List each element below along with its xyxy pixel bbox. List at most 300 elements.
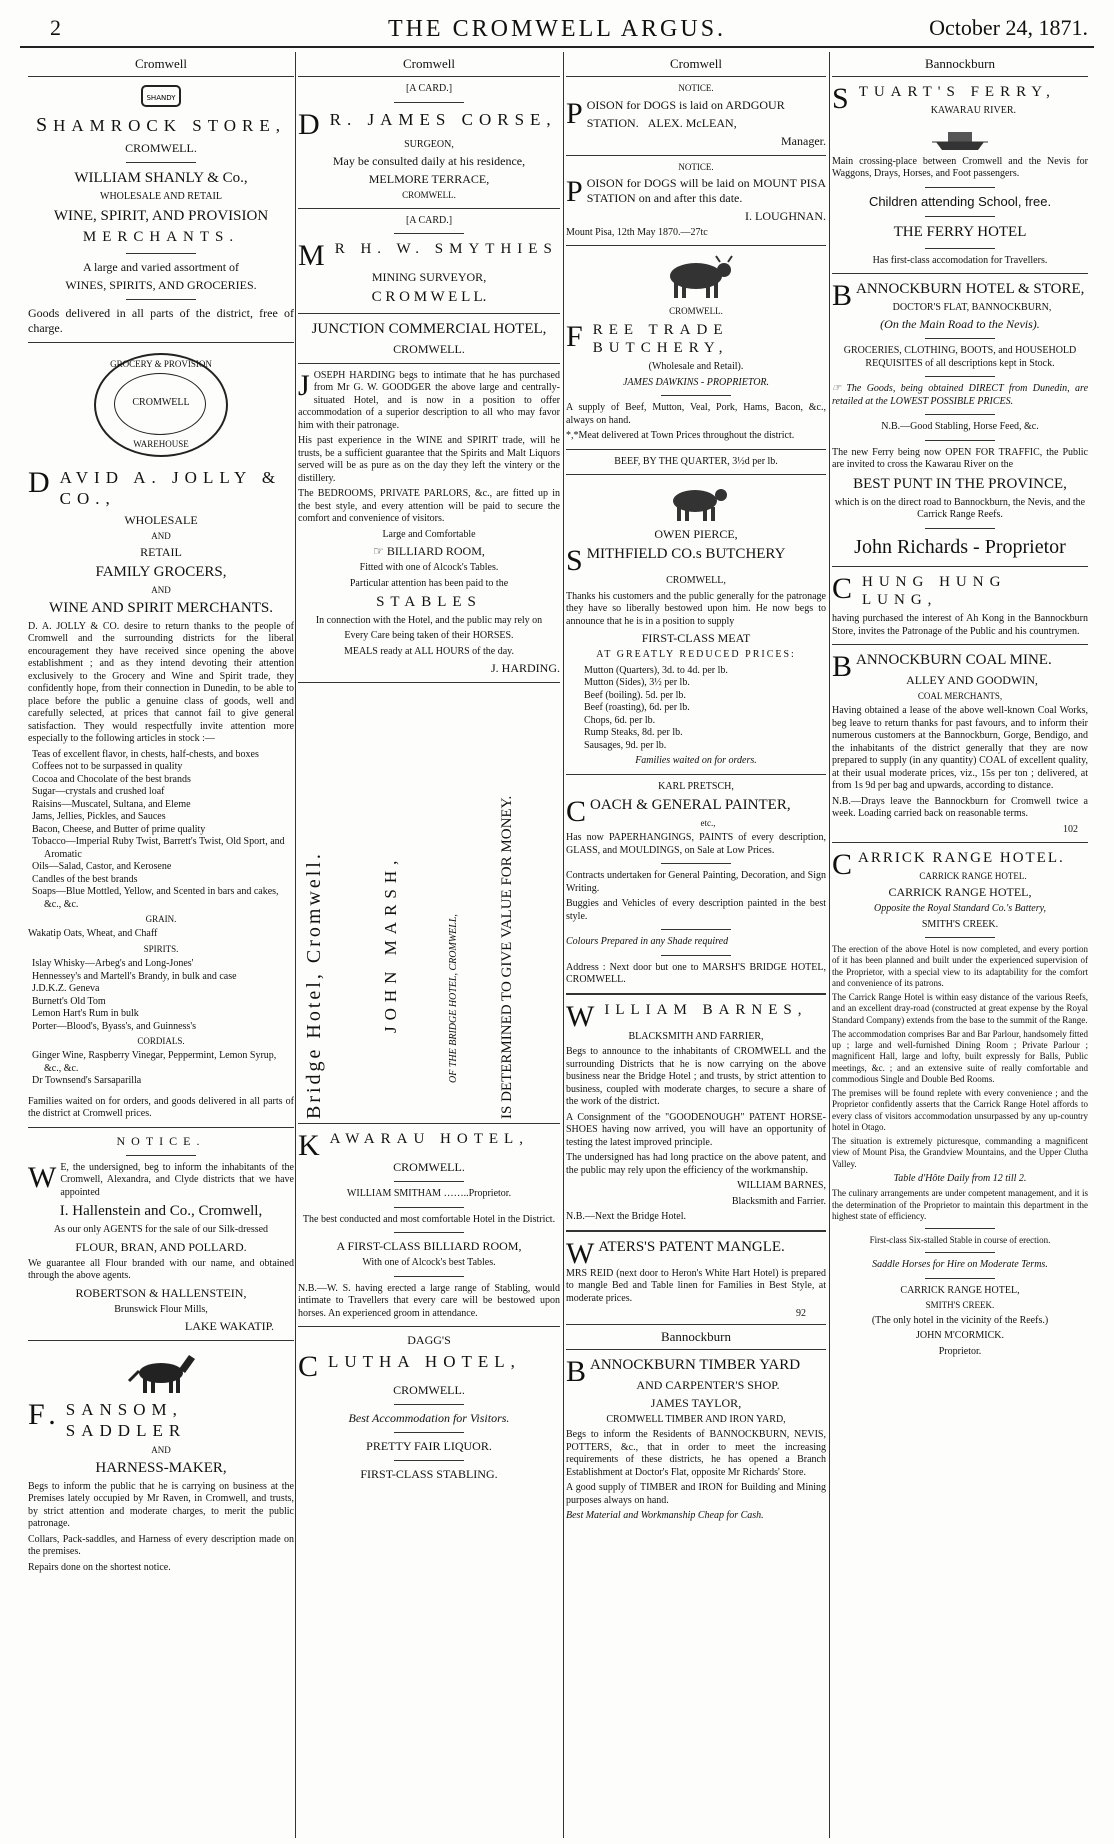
ad-text: Manager. xyxy=(781,133,826,148)
horse-icon xyxy=(121,1347,201,1395)
ad-text: BLACKSMITH AND FARRIER, xyxy=(628,1030,764,1042)
ox-icon xyxy=(656,252,736,302)
ad-text: N.B.—Next the Bridge Hotel. xyxy=(566,1211,686,1222)
corse-card xyxy=(298,83,560,201)
divider xyxy=(126,1155,196,1156)
grocery-warehouse-stamp-icon xyxy=(94,353,228,457)
notice-heading: NOTICE. xyxy=(678,83,714,94)
ad-text: CROMWELL TIMBER AND IRON YARD, xyxy=(606,1413,786,1425)
divider xyxy=(298,1326,560,1327)
badge-text: SHANDY xyxy=(146,94,176,103)
list-item: Hennessey's and Martell's Brandy, in bulk and case xyxy=(32,970,237,982)
ad-text: The new Ferry being now OPEN FOR TRAFFIC, the Public are invited to cross the Kawarau River on the xyxy=(832,446,1088,471)
barnes-blacksmith-ad xyxy=(566,1001,826,1224)
column-3 xyxy=(566,54,826,1836)
masthead-rule xyxy=(20,46,1094,48)
ad-text: AT GREATLY REDUCED PRICES: xyxy=(596,649,796,660)
list-item: Chops, 6d. per lb. xyxy=(584,714,656,726)
bannockburn-hotel-ad xyxy=(832,280,1088,560)
shandy-badge-icon xyxy=(136,83,186,109)
card-label: [A CARD.] xyxy=(405,214,453,226)
ad-body: The situation is extremely picturesque, commanding a magnificent view of Mount Pisa, the Grandview Mountains, and the Upper Clutha Valley. xyxy=(832,1136,1088,1169)
ad-text: RETAIL xyxy=(140,544,182,559)
jolly-grocers-ad xyxy=(28,467,294,1121)
ad-text: CROMWELL, xyxy=(666,575,726,586)
list-item: Dr Townsend's Sarsaparilla xyxy=(32,1075,142,1087)
ad-text: Fitted with one of Alcock's Tables. xyxy=(359,562,499,573)
section-heading: Cromwell xyxy=(566,54,826,77)
ad-text: WILLIAM SMITHAM ……..Proprietor. xyxy=(346,1188,512,1200)
ad-title: CLUTHA HOTEL, xyxy=(298,1350,521,1384)
timber-yard-ad xyxy=(566,1356,826,1523)
ad-body: His past experience in the WINE and SPIRIT trade, will he trusts, be a sufficient guarantee that the Spirits and Malt Liquors served will be as pure as on the day they left the vintery or the distillery. xyxy=(298,435,560,484)
list-item: Coffees not to be surpassed in quality xyxy=(32,761,183,772)
ad-text: OWEN PIERCE, xyxy=(654,527,738,541)
divider xyxy=(28,1127,294,1128)
list-heading: GRAIN. xyxy=(145,914,177,924)
divider xyxy=(28,342,294,343)
list-item: Wakatip Oats, Wheat, and Chaff xyxy=(28,928,158,940)
ad-text: We guarantee all Flour branded with our name, and obtained through the above agents. xyxy=(28,1257,294,1281)
ad-text: 92 xyxy=(796,1308,806,1319)
ad-text: WINE AND SPIRIT MERCHANTS. xyxy=(49,599,273,616)
drop-cap: C xyxy=(832,571,859,605)
divider xyxy=(925,528,995,529)
ad-body: The premises will be found replete with every convenience ; and the Proprietor confidently asserts that the Carrick Range Hotel affords to every class of visitors accommodation unsurpassed by any up-country hotel in Otago. xyxy=(832,1088,1088,1132)
list-item: Oils—Salad, Castor, and Kerosene xyxy=(32,861,172,872)
ad-text: HARNESS-MAKER, xyxy=(95,1459,227,1476)
list-heading: SPIRITS. xyxy=(143,943,179,954)
divider xyxy=(394,1276,464,1277)
ad-text: The best conducted and most comfortable Hotel in the District. xyxy=(302,1213,556,1225)
ad-text: CROMWELL. xyxy=(393,1382,465,1397)
list-item: Mutton (Sides), 3½ per lb. xyxy=(584,677,690,688)
ardgour-notice xyxy=(566,83,826,148)
page-number: 2 xyxy=(50,15,61,40)
pointing-hand-icon: ☞ xyxy=(832,383,847,395)
ad-body: E, the undersigned, beg to inform the inhabitants of the Cromwell, Alexandra, and Clyde districts that we have appointed xyxy=(60,1161,294,1198)
ad-text: SMITH'S CREEK. xyxy=(925,1300,995,1311)
ad-line: MERCHANTS. xyxy=(82,229,240,246)
chung-hung-lung-ad xyxy=(832,573,1088,639)
ad-title: STUART'S FERRY, xyxy=(832,82,1056,116)
junction-hotel-ad xyxy=(298,320,560,677)
ad-title: FREE TRADE BUTCHERY, xyxy=(566,319,729,357)
signature: J. HARDING. xyxy=(491,661,560,676)
ad-title: WILLIAM BARNES, xyxy=(566,999,808,1033)
issue-date: October 24, 1871. xyxy=(929,15,1088,40)
list-item: Beef (boiling). 5d. per lb. xyxy=(584,689,686,701)
notice-heading: NOTICE. xyxy=(678,161,714,172)
ad-text: N.B.—Drays leave the Bannockburn for Cromwell twice a week. Loading carried back on reasonable terms. xyxy=(832,795,1088,819)
ad-body: N.B.—W. S. having erected a large range of Stabling, would intimate to Travellers that every care will be bestowed upon horses. An experienced groom in attendance. xyxy=(298,1282,560,1319)
list-item: Lemon Hart's Rum in bulk xyxy=(32,1008,139,1019)
ad-title: JUNCTION COMMERCIAL HOTEL, xyxy=(311,320,547,337)
ad-text: MEALS ready at ALL HOURS of the day. xyxy=(343,645,515,657)
divider xyxy=(661,863,731,864)
section-heading: Cromwell xyxy=(28,54,294,77)
divider xyxy=(661,395,731,396)
ad-title: DAVID A. JOLLY & CO., xyxy=(28,466,282,509)
ad-text: PRETTY FAIR LIQUOR. xyxy=(366,1438,492,1453)
ad-text: GROCERIES, CLOTHING, BOOTS, and HOUSEHOLD REQUISITES of all descriptions kept in Stock. xyxy=(843,345,1077,369)
price-list xyxy=(566,665,826,753)
patent-mangle-ad xyxy=(566,1238,826,1321)
pointing-hand-icon: ☞ xyxy=(373,544,387,558)
ad-text: Collars, Pack-saddles, and Harness of every description made on the premises. xyxy=(28,1533,294,1557)
ad-text: CROMWELL. xyxy=(669,306,723,317)
list-item: Sugar—crystals and crushed loaf xyxy=(32,786,165,797)
drop-cap: J xyxy=(298,368,310,402)
bull-icon xyxy=(661,481,731,523)
ad-place: CROMWELL. xyxy=(125,141,197,156)
ad-text: Families waited on for orders, and goods delivered in all parts of the district at Cromwell prices. xyxy=(28,1095,294,1120)
ad-title: M R H. W. SMYTHIES xyxy=(298,239,558,272)
ad-title: D R. JAMES CORSE, xyxy=(298,107,557,141)
ad-text: Best Accommodation for Visitors. xyxy=(348,1410,510,1425)
ad-text: C R O M W E L L. xyxy=(371,289,487,305)
ad-text: AND xyxy=(151,1444,171,1455)
mount-pisa-notice xyxy=(566,162,826,240)
newspaper-title: THE CROMWELL ARGUS. xyxy=(387,16,727,42)
ad-title: CARRICK RANGE HOTEL. xyxy=(832,848,1065,881)
divider xyxy=(566,774,826,775)
divider xyxy=(925,937,995,938)
ad-body: Begs to inform the public that he is carrying on business at the Premises lately occupied by Mr Raven, in Cromwell, and trusts, by strict attention and moderate charges, to merit the public patronage. xyxy=(28,1480,294,1529)
ad-text: FLOUR, BRAN, AND POLLARD. xyxy=(75,1239,247,1254)
ad-text: Address : Next door but one to MARSH'S BRIDGE HOTEL, CROMWELL. xyxy=(566,961,826,985)
ad-text: AND xyxy=(151,530,171,541)
vertical-text: OF THE BRIDGE HOTEL, CROMWELL, xyxy=(448,914,459,1084)
list-item: Beef (roasting), 6d. per lb. xyxy=(584,702,690,713)
ad-text: KARL PRETSCH, xyxy=(658,780,734,792)
column-divider xyxy=(829,52,830,1838)
divider xyxy=(832,273,1088,274)
ad-text: Best Material and Workmanship Cheap for Cash. xyxy=(566,1510,764,1521)
ad-text: CROMWELL. xyxy=(393,341,465,356)
ad-text: JAMES TAYLOR, xyxy=(650,1395,742,1410)
free-trade-butchery-ad xyxy=(566,252,826,468)
divider xyxy=(566,474,826,475)
ad-text: WINES, SPIRITS, AND GROCERIES. xyxy=(65,278,257,292)
ad-text: N.B.—Good Stabling, Horse Feed, &c. xyxy=(881,421,1039,433)
drop-cap: P xyxy=(566,174,583,208)
list-item: J.D.K.Z. Geneva xyxy=(32,983,100,994)
divider xyxy=(566,155,826,156)
signature: WILLIAM BARNES, xyxy=(737,1180,826,1191)
ad-text: SURGEON, xyxy=(404,138,454,150)
card-label: [A CARD.] xyxy=(405,83,453,95)
divider xyxy=(925,187,995,188)
divider xyxy=(925,440,995,441)
ad-text: CROMWELL. xyxy=(393,1160,465,1175)
ad-text: Mount Pisa, 12th May 1870.—27tc xyxy=(566,226,708,238)
signature: I. LOUGHNAN. xyxy=(745,208,826,223)
ad-text: ALLEY AND GOODWIN, xyxy=(906,672,1038,687)
ad-body: The culinary arrangements are under competent management, and it is the determination of the Proprietor to maintain this department in the highest state of efficiency. xyxy=(832,1188,1088,1221)
ad-text: THE FERRY HOTEL xyxy=(893,223,1027,240)
ad-text: Proprietor. xyxy=(938,1345,982,1357)
ad-text: CARRICK RANGE HOTEL. xyxy=(919,870,1027,881)
list-item: Rump Steaks, 8d. per lb. xyxy=(584,727,683,738)
ad-text: Saddle Horses for Hire on Moderate Terms. xyxy=(872,1259,1048,1271)
divider xyxy=(126,299,196,300)
notice-heading: NOTICE. xyxy=(116,1133,206,1148)
ad-body: The BEDROOMS, PRIVATE PARLORS, &c., are fitted up in the best style, and every attention will be paid to secure the comfort and convenience of visitors. xyxy=(298,488,560,524)
signature: JOHN M'CORMICK. xyxy=(916,1330,1004,1341)
divider xyxy=(394,1404,464,1405)
spirits-list xyxy=(28,958,294,1033)
ad-text: A FIRST-CLASS BILLIARD ROOM, xyxy=(336,1239,522,1254)
list-item: Bacon, Cheese, and Butter of prime quality xyxy=(32,823,206,835)
ad-text: JAMES DAWKINS - PROPRIETOR. xyxy=(622,376,770,388)
ad-text: etc., xyxy=(700,817,716,828)
ad-text: LAKE WAKATIP. xyxy=(184,1319,274,1333)
ad-text: In connection with the Hotel, and the public may rely on xyxy=(315,614,543,626)
ad-text: A large and varied assortment of xyxy=(82,260,240,274)
ad-title: SHAMROCK STORE, xyxy=(35,114,287,137)
divider xyxy=(394,1207,464,1208)
section-heading: Bannockburn xyxy=(832,54,1088,77)
ad-text: SMITH'S CREEK. xyxy=(921,918,999,930)
list-item: Porter—Blood's, Byass's, and Guinness's xyxy=(32,1020,197,1032)
divider xyxy=(925,1228,995,1229)
divider xyxy=(126,253,196,254)
ad-text: John Richards - Proprietor xyxy=(854,535,1066,558)
vertical-text: IS DETERMINED TO GIVE VALUE FOR MONEY. xyxy=(499,796,515,1120)
ad-title: HUNG HUNG LUNG, xyxy=(862,573,1007,609)
ad-text: STATION. ALEX. McLEAN, xyxy=(586,115,737,130)
ad-body: Has now PAPERHANGINGS, PAINTS of every description, GLASS, and MOULDINGS, on Sale at Low Prices. xyxy=(566,832,826,856)
stamp-text: WAREHOUSE xyxy=(133,439,189,449)
column-4 xyxy=(832,54,1088,1836)
ad-text: MELMORE TERRACE, xyxy=(368,172,490,187)
divider xyxy=(394,102,464,103)
vertical-text: JOHN MARSH, xyxy=(381,854,400,1034)
ad-text: *,*Meat delivered at Town Prices throughout the district. xyxy=(566,430,795,441)
list-item: Tobacco—Imperial Ruby Twist, Barrett's Twist, Old Sport, and Aromatic xyxy=(32,836,285,860)
ad-text: A good supply of TIMBER and IRON for Building and Mining purposes always on hand. xyxy=(566,1482,826,1506)
ad-text: FIRST-CLASS MEAT xyxy=(641,631,751,645)
ad-text: BEEF, BY THE QUARTER, 3½d per lb. xyxy=(614,455,778,467)
divider xyxy=(298,313,560,314)
ad-text: A supply of Beef, Mutton, Veal, Pork, Hams, Bacon, &c., always on hand. xyxy=(566,402,826,426)
divider xyxy=(925,376,995,377)
ad-text: COAL MERCHANTS, xyxy=(917,690,1003,701)
divider xyxy=(298,363,560,364)
ad-body: The accommodation comprises Bar and Bar Parlour, handsomely fitted up ; large and well-furnished Dining Room ; Private Parlour ; magnificent Hall, large and lofty, built expressly for Balls, Public meetings, &c. ; and an extensive suite of really comfortable and commodious Single and Double Bed Rooms. xyxy=(832,1028,1088,1084)
shamrock-store-ad xyxy=(28,83,294,336)
ad-text: First-class Six-stalled Stable in course of erection. xyxy=(869,1235,1051,1245)
kawarau-hotel-ad xyxy=(298,1130,560,1320)
list-item: Jams, Jellies, Pickles, and Sauces xyxy=(32,811,166,822)
ad-text: (On the Main Road to the Nevis). xyxy=(880,317,1040,332)
divider xyxy=(832,644,1088,645)
smythies-card xyxy=(298,215,560,307)
ad-text: FAMILY GROCERS, xyxy=(95,563,227,580)
ad-body: Begs to announce to the inhabitants of CROMWELL and the surrounding Districts that he is now carrying on the above business near the Bridge Hotel ; and trusts, by strict attention to business, coupled with moderate charges, to secure a share of the work of the district. xyxy=(566,1046,826,1107)
ad-title: SMITHFIELD CO.s BUTCHERY xyxy=(566,544,786,577)
ad-text: MINING SURVEYOR, xyxy=(371,270,487,284)
clutha-hotel-ad xyxy=(298,1333,560,1481)
divider xyxy=(566,245,826,246)
divider xyxy=(661,955,731,956)
ad-text: Children attending School, free. xyxy=(868,193,1052,209)
cordials-list xyxy=(28,1050,294,1088)
ad-text: which is on the direct road to Bannockburn, the Nevis, and the Carrick Range Reefs. xyxy=(834,496,1086,520)
list-item: Candles of the best brands xyxy=(32,873,138,885)
coal-mine-ad xyxy=(832,651,1088,836)
stamp-text: CROMWELL xyxy=(132,397,190,408)
ad-body: D. A. JOLLY & CO. desire to return thanks to the people of Cromwell and the surrounding districts for the liberal encouragement they have received since opening the above establishment ; and as they intend devoting their attention exclusively to the Grocery and Wine and Spirit trade, they confidently hope, from their connection in Dunedin, to be able to place before the public a genuine class of goods, well and carefully selected, at prices that cannot fail to give general satisfaction. They would respectfully invite attention more especially to the following articles in stock :— xyxy=(28,620,294,744)
ad-title: KAWARAU HOTEL, xyxy=(298,1129,529,1163)
divider xyxy=(925,216,995,217)
ad-text: Colours Prepared in any Shade required xyxy=(566,936,729,947)
smithfield-butchery-ad xyxy=(566,481,826,768)
ad-text: Brunswick Flour Mills, xyxy=(114,1303,208,1315)
divider xyxy=(566,449,826,450)
divider xyxy=(394,1232,464,1233)
ad-text: With one of Alcock's best Tables. xyxy=(362,1257,496,1269)
ad-text: DAGG'S xyxy=(407,1333,451,1348)
section-heading: Bannockburn xyxy=(566,1324,826,1350)
ad-text: Families waited on for orders. xyxy=(635,755,757,766)
stock-list xyxy=(28,749,294,912)
ad-text: Table d'Hôte Daily from 12 till 2. xyxy=(893,1172,1027,1184)
ad-title: COACH & GENERAL PAINTER, xyxy=(566,795,791,828)
ad-body: Having obtained a lease of the above well-known Coal Works, beg leave to return thanks for past favours, and to inform their numerous customers at the Bannockburn, Gorge, Bendigo, and the inhabitants of the district generally that they are now prepared to supply (in any quantity) COAL of excellent quality, at their usual moderate prices, viz., 15s per ton ; delivered, at from 1s 9d per bag and upwards, according to distance. xyxy=(832,705,1088,791)
hallenstein-notice xyxy=(28,1134,294,1334)
stuarts-ferry-ad xyxy=(832,83,1088,267)
ad-firm: WILLIAM SHANLY & Co., xyxy=(74,170,248,187)
divider xyxy=(925,248,995,249)
ad-text: Large and Comfortable xyxy=(382,528,476,540)
divider xyxy=(394,1460,464,1461)
stamp-text: GROCERY & PROVISION xyxy=(110,359,212,369)
divider xyxy=(925,338,995,339)
ad-text: CARRICK RANGE HOTEL, xyxy=(888,885,1032,899)
ad-text: May be consulted daily at his residence, xyxy=(332,154,526,169)
column-divider xyxy=(295,52,296,1838)
ad-text: CROMWELL. xyxy=(402,190,456,201)
ad-text: ROBERTSON & HALLENSTEIN, xyxy=(75,1285,247,1300)
ad-text: The Goods, being obtained DIRECT from Dunedin, are retailed at the LOWEST POSSIBLE PRICES. xyxy=(832,383,1088,407)
ad-trade: WHOLESALE AND RETAIL xyxy=(100,191,222,202)
ad-text: Has first-class accomodation for Travellers. xyxy=(872,254,1048,266)
coach-painter-ad xyxy=(566,781,826,987)
ad-text: (Wholesale and Retail). xyxy=(648,361,744,372)
ad-text: BILLIARD ROOM, xyxy=(386,544,485,558)
section-heading: Cromwell xyxy=(298,54,560,77)
ad-text: AND xyxy=(151,584,171,595)
ad-text: (The only hotel in the vicinity of the Reefs.) xyxy=(871,1314,1049,1326)
carrick-range-hotel-ad xyxy=(832,849,1088,1358)
ad-body: A Consignment of the "GOODENOUGH" PATENT HORSE-SHOES having now arrived, you will have an opportunity of testing the latest improved principle. xyxy=(566,1111,826,1148)
ad-text: Every Care being taken of their HORSES. xyxy=(344,630,514,642)
ad-text: AND CARPENTER'S SHOP. xyxy=(636,1377,780,1392)
divider xyxy=(566,1230,826,1232)
bridge-hotel-ad xyxy=(298,682,560,1124)
ad-text: CARRICK RANGE HOTEL, xyxy=(900,1284,1020,1296)
ad-body: Main crossing-place between Cromwell and the Nevis for Waggons, Drays, Horses, and Foot passengers. xyxy=(832,155,1088,179)
divider xyxy=(28,1340,294,1341)
ad-text: Goods delivered in all parts of the district, free of charge. xyxy=(28,306,294,335)
list-item: Mutton (Quarters), 3d. to 4d. per lb. xyxy=(584,664,728,676)
ad-body: The Carrick Range Hotel is within easy distance of the various Reefs, and an excellent dray-road (constructed at great expense by the Royal Standard Company) extends from the base to the summit of the Range. xyxy=(832,992,1088,1025)
masthead xyxy=(0,0,1114,44)
list-item: Soaps—Blue Mottled, Yellow, and Scented in bars and cakes, &c., &c. xyxy=(32,886,279,910)
divider xyxy=(925,1278,995,1279)
divider xyxy=(661,929,731,930)
divider xyxy=(394,1181,464,1182)
ad-text: Contracts undertaken for General Painting, Decoration, and Sign Writing. xyxy=(566,870,826,894)
ad-body: Thanks his customers and the public generally for the patronage they have so liberally bestowed upon him. He now begs to announce that he is in a position to supply xyxy=(566,590,826,627)
ad-title: BANNOCKBURN COAL MINE. xyxy=(832,650,1052,683)
ad-body: The erection of the above Hotel is now completed, and every portion of it has been planned and built under the experienced supervision of the Proprietor, with a special view to its adaptability for the comfort and convenience of its patrons. xyxy=(832,944,1088,988)
ad-title: BANNOCKBURN TIMBER YARD xyxy=(566,1354,801,1388)
ad-text: WHOLESALE xyxy=(124,512,198,527)
list-item: Raisins—Muscatel, Sultana, and Eleme xyxy=(32,798,191,810)
divider xyxy=(394,1432,464,1433)
list-item: Islay Whisky—Arbeg's and Long-Jones' xyxy=(32,958,194,969)
column-1 xyxy=(28,54,294,1836)
ad-text: I. Hallenstein and Co., Cromwell, xyxy=(59,1203,263,1220)
list-item: Burnett's Old Tom xyxy=(32,995,106,1007)
list-item: Ginger Wine, Raspberry Vinegar, Peppermint, Lemon Syrup, &c., &c. xyxy=(32,1050,277,1074)
ad-text: Blacksmith and Farrier. xyxy=(731,1195,826,1207)
ad-text: Opposite the Royal Standard Co.'s Battery, xyxy=(873,903,1047,914)
ad-text: Buggies and Vehicles of every description painted in the best style. xyxy=(566,898,826,922)
ad-title: BANNOCKBURN HOTEL & STORE, xyxy=(832,279,1085,312)
sansom-saddler-ad xyxy=(28,1347,294,1574)
ad-text: Repairs done on the shortest notice. xyxy=(28,1561,171,1573)
ad-text: Particular attention has been paid to the xyxy=(349,577,509,589)
ad-text: 102 xyxy=(1063,823,1078,835)
ad-text: DOCTOR'S FLAT, BANNOCKBURN, xyxy=(892,301,1052,313)
vertical-text: Bridge Hotel, Cromwell. xyxy=(303,851,325,1120)
divider xyxy=(925,414,995,415)
column-divider xyxy=(563,52,564,1838)
ad-body: Begs to inform the Residents of BANNOCKBURN, NEVIS, POTTERS, &c., that in order to meet the increasing requirements of these districts, he has opened a Branch Establishment at Doctor's Flat, opposite Mr Richards' Store. xyxy=(566,1429,826,1478)
list-item: Sausages, 9d. per lb. xyxy=(584,739,667,751)
ad-body: OISON for DOGS will be laid on MOUNT PISA STATION on and after this date. xyxy=(586,175,826,205)
list-item: Cocoa and Chocolate of the best brands xyxy=(32,773,191,785)
divider xyxy=(832,842,1088,843)
ad-body: MRS REID (next door to Heron's White Hart Hotel) is prepared to mangle Bed and Table linen for Families in Best Style, at moderate prices. xyxy=(566,1267,826,1304)
ad-body: The undersigned has had long practice on the above patent, and the public may rely upon the efficiency of the workmanship. xyxy=(566,1152,826,1176)
ad-title: F. SANSOM, SADDLER xyxy=(28,1398,187,1441)
divider xyxy=(925,1252,995,1253)
ad-text: As our only AGENTS for the sale of our Silk-dressed xyxy=(53,1224,269,1235)
ad-text: FIRST-CLASS STABLING. xyxy=(360,1466,498,1481)
divider xyxy=(298,208,560,209)
column-2 xyxy=(298,54,560,1836)
ad-line: WINE, SPIRIT, AND PROVISION xyxy=(53,207,269,224)
ad-body: having purchased the interest of Ah Kong in the Bannockburn Store, invites the Patronage of the Public and his countrymen. xyxy=(832,613,1088,637)
list-heading: CORDIALS. xyxy=(137,1036,185,1046)
divider xyxy=(394,233,464,234)
ad-text: STABLES xyxy=(376,594,482,610)
divider xyxy=(126,162,196,163)
ad-text: KAWARAU RIVER. xyxy=(930,105,1016,116)
ad-body: OSEPH HARDING begs to intimate that he has purchased from Mr G. W. GOODGER the above large and centrally-situated Hotel, and is now in a position to offer accommodation of a superior description to all who may favor him with their patronage. xyxy=(298,369,560,431)
list-item: Teas of excellent flavor, in chests, half-chests, and boxes xyxy=(32,748,259,760)
ad-title: WATERS'S PATENT MANGLE. xyxy=(566,1236,785,1270)
ad-title: POISON for DOGS is laid on ARDGOUR xyxy=(566,96,785,130)
divider xyxy=(566,993,826,995)
ferry-boat-icon xyxy=(930,122,990,152)
drop-cap: W xyxy=(28,1160,57,1194)
